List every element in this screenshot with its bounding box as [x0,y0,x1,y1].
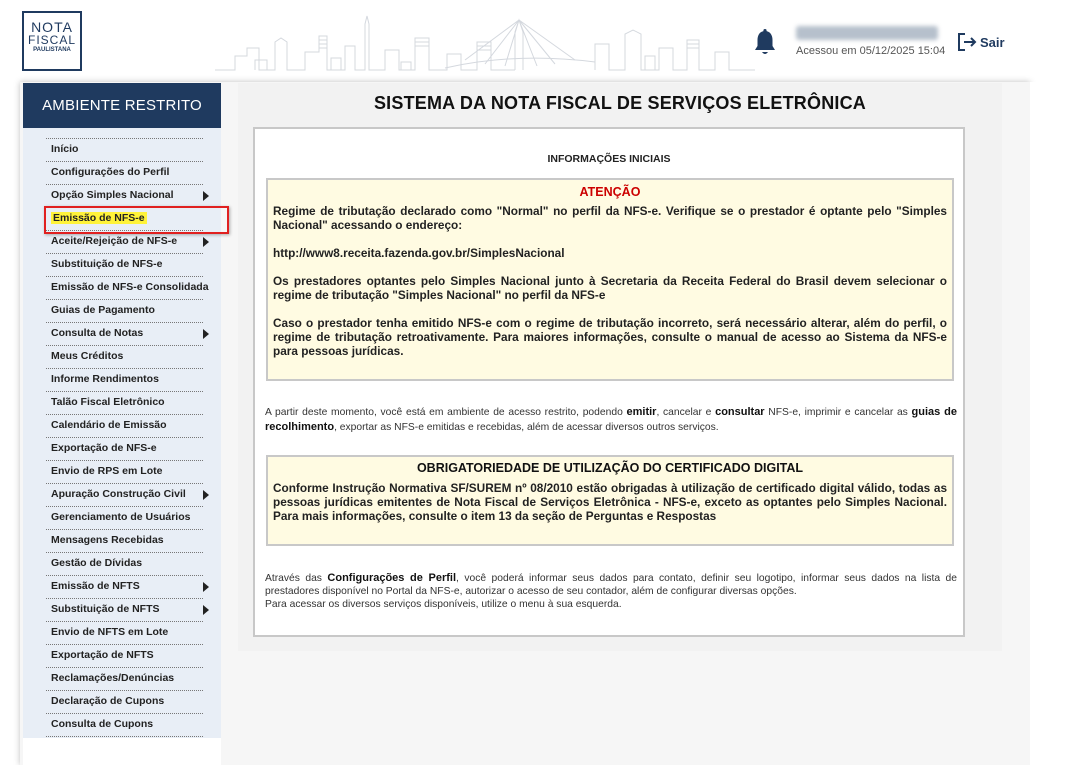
sidebar [23,83,221,765]
simples-nacional-url[interactable]: http://www8.receita.fazenda.gov.br/SimplesNacional [273,246,565,260]
sidebar-item-guias-de-pagamento[interactable] [46,299,203,322]
sidebar-item-label: Início [51,143,79,155]
emitir-term: emitir [626,406,657,418]
sidebar-item-label: Emissão de NFS-e Consolidada [51,281,209,293]
attention-paragraph-3: Caso o prestador tenha emitido NFS-e com o regime de tributação incorreto, será necessário alterar, além do perfil, o regime de tributação retroativamente. Para maiores informações, consulte o manual de acesso ao Sistema da NFS-e para pessoas jurídicas. [273,316,947,358]
sidebar-item-label: Envio de RPS em Lote [51,465,163,477]
caret-right-icon [203,605,209,615]
sidebar-item-apuracao-construcao-civil[interactable] [46,483,203,506]
menu-hint-text: Para acessar os diversos serviços disponíveis, utilize o menu à sua esquerda. [265,599,622,610]
sidebar-item-mensagens-recebidas[interactable] [46,529,203,552]
sidebar-item-gestao-de-dividas[interactable] [46,552,203,575]
sidebar-item-talao-fiscal-eletronico[interactable] [46,391,203,414]
sidebar-item-label: Mensagens Recebidas [51,534,164,546]
sidebar-item-emissao-de-nfs-e-consolidada[interactable] [46,276,209,299]
last-access-text: Acessou em 05/12/2025 15:04 [796,45,946,57]
sidebar-item-label: Emissão de NFS-e [53,212,145,224]
sidebar-item-configuracoes-do-perfil[interactable] [46,161,203,184]
attention-heading: ATENÇÃO [579,185,641,199]
sidebar-item-label: Configurações do Perfil [51,166,170,178]
sidebar-item-label: Talão Fiscal Eletrônico [51,396,165,408]
sidebar-item-label: Envio de NFTS em Lote [51,626,169,638]
caret-right-icon [203,237,209,247]
logo-line2: FISCAL [27,33,76,47]
sidebar-item-meus-creditos[interactable] [46,345,203,368]
sidebar-item-substituicao-de-nfts[interactable] [46,598,203,621]
sidebar-item-label: Gerenciamento de Usuários [51,511,191,523]
sidebar-item-gerenciamento-de-usuarios[interactable] [46,506,203,529]
sidebar-item-exportacao-de-nfts[interactable] [46,644,203,667]
sidebar-item-label: Guias de Pagamento [51,304,155,316]
sidebar-item-label: Informe Rendimentos [51,373,159,385]
sidebar-title: AMBIENTE RESTRITO [23,83,221,128]
sidebar-item-consulta-de-notas[interactable] [46,322,203,345]
sidebar-item-label: Reclamações/Denúncias [51,672,175,684]
page-title: SISTEMA DA NOTA FISCAL DE SERVIÇOS ELETRÔNICA [373,93,867,113]
attention-paragraph-2: Os prestadores optantes pelo Simples Nacional junto à Secretaria da Receita Federal do Brasil devem selecionar o regime de tributação "Simples Nacional" no perfil da NFS-e [273,274,947,302]
sidebar-item-declaracao-de-cupons[interactable] [46,690,203,713]
guias-term: guias de recolhimento [265,406,957,433]
sidebar-item-label: Consulta de Notas [51,327,144,339]
bell-icon[interactable] [752,28,778,58]
sidebar-item-label: Apuração Construção Civil [51,488,186,500]
sidebar-item-envio-de-rps-em-lote[interactable] [46,460,203,483]
user-name [796,26,938,40]
sidebar-item-consulta-de-cupons[interactable] [46,713,203,736]
certificate-notice [266,455,954,546]
caret-right-icon [203,329,209,339]
sidebar-menu [23,128,221,738]
consultar-term: consultar [715,406,765,418]
attention-paragraph-1: Regime de tributação declarado como "Normal" no perfil da NFS-e. Verifique se o prestador é optante pelo "Simples Nacional" acessando o endereço: [273,204,947,232]
logout-button[interactable] [957,31,1005,53]
sidebar-item-substituicao-de-nfs-e[interactable] [46,253,203,276]
info-panel [253,127,965,637]
menu-end-divider [46,736,203,737]
sidebar-item-reclamacoes-denuncias[interactable] [46,667,203,690]
profile-config-paragraph: Através das Configurações de Perfil, você poderá informar seus dados para contato, definir seu logotipo, informar seus dados na lista de prestadores disponível no Portal da NFS-e, autorizar o acesso de seu contador, além de configurar diversas opções. Para acessar os diversos serviços disponíveis, utilize o menu à sua esquerda. [265,572,957,610]
sidebar-item-label: Gestão de Dívidas [51,557,143,569]
nota-fiscal-paulistana-logo[interactable] [22,11,82,71]
sidebar-item-aceite-rejeicao-de-nfs-e[interactable] [46,230,203,253]
info-section-title: INFORMAÇÕES INICIAIS [547,153,671,165]
sidebar-item-envio-de-nfts-em-lote[interactable] [46,621,203,644]
sidebar-item-label: Substituição de NFS-e [51,258,163,270]
sidebar-item-label: Emissão de NFTS [51,580,140,592]
logo-line1: NOTA [31,19,73,35]
sidebar-item-label: Exportação de NFS-e [51,442,157,454]
sidebar-item-label: Substituição de NFTS [51,603,160,615]
attention-notice [266,178,954,381]
main-content [238,83,1002,651]
restricted-area-paragraph: A partir deste momento, você está em ambiente de acesso restrito, podendo emitir, cancelar e consultar NFS-e, imprimir e cancelar as guias de recolhimento, exportar as NFS-e emitidas e recebidas, além de acessar diversos outros serviços. [265,406,957,433]
logout-icon [957,32,977,52]
logout-label: Sair [980,34,1005,50]
sidebar-item-label: Meus Créditos [51,350,124,362]
sidebar-item-inicio[interactable] [46,138,203,161]
sidebar-item-exportacao-de-nfs-e[interactable] [46,437,203,460]
sidebar-item-label: Exportação de NFTS [51,649,154,661]
certificate-heading: OBRIGATORIEDADE DE UTILIZAÇÃO DO CERTIFICADO DIGITAL [416,461,804,475]
header [0,0,1085,82]
city-skyline-illustration [215,12,755,72]
sidebar-item-label: Consulta de Cupons [51,718,154,730]
sidebar-item-label: Opção Simples Nacional [51,189,174,201]
sidebar-item-emissao-de-nfts[interactable] [46,575,203,598]
caret-right-icon [203,191,209,201]
certificate-text: Conforme Instrução Normativa SF/SUREM nº 08/2010 estão obrigadas à utilização de certificado digital válido, todas as pessoas jurídicas emitentes de Nota Fiscal de Serviços Eletrônica - NFS-e, exceto as optantes pelo Simples Nacional. Para mais informações, consulte o item 13 da seção de Perguntas e Respostas [273,481,947,523]
sidebar-item-informe-rendimentos[interactable] [46,368,203,391]
caret-right-icon [203,582,209,592]
right-margin [1030,82,1085,765]
sidebar-item-label: Calendário de Emissão [51,419,167,431]
sidebar-item-calendario-de-emissao[interactable] [46,414,203,437]
sidebar-item-opcao-simples-nacional[interactable] [46,184,203,207]
profile-config-term: Configurações de Perfil [327,572,457,584]
sidebar-item-label: Declaração de Cupons [51,695,165,707]
caret-right-icon [203,490,209,500]
sidebar-item-emissao-de-nfs-e[interactable] [46,207,203,230]
sidebar-item-label: Aceite/Rejeição de NFS-e [51,235,178,247]
logo-line3: PAULISTANA [33,47,71,53]
